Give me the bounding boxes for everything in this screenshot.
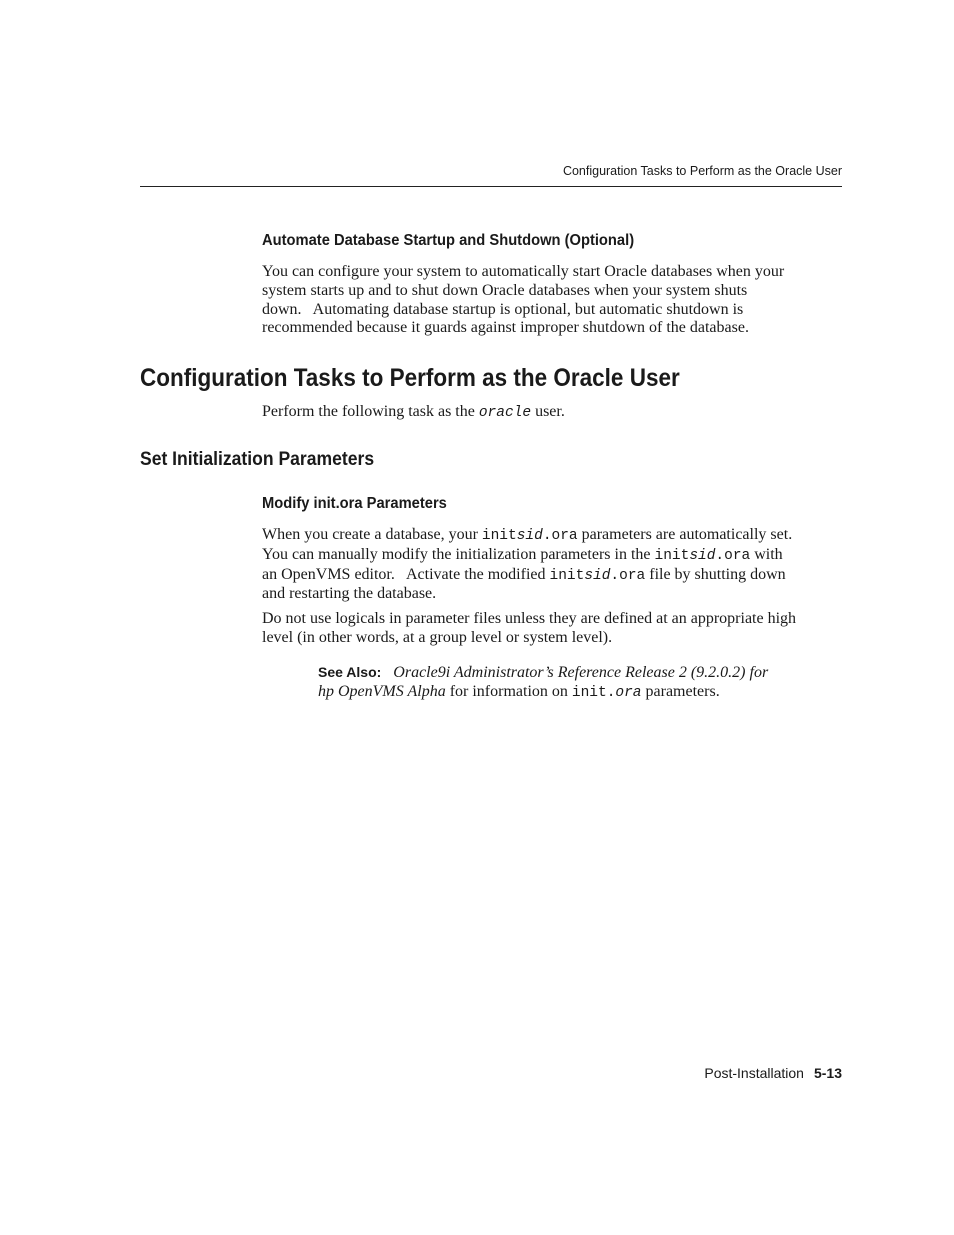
running-header: Configuration Tasks to Perform as the Oracle User [562,164,842,178]
see-also-line [318,663,842,682]
paragraph-line: You can configure your system to automatically start Oracle databases when your [262,263,785,280]
paragraph-automate [262,263,842,338]
header-rule [140,186,842,187]
paragraph-line: recommended because it guards against improper shutdown of the database. [262,319,749,337]
paragraph-line: and restarting the database. [262,585,437,603]
heading-modify-init-ora: Modify init.ora Parameters [262,495,447,512]
paragraph-modify-2 [262,610,842,648]
paragraph-modify-1 [262,526,842,604]
see-also-note [318,663,842,703]
paragraph-line: When you create a database, your initsid.ora parameters are automatically set. [262,526,793,544]
paragraph-config-intro [262,403,842,423]
see-also-title: Oracle9i Administrator’s Reference Release 2 (9.2.0.2) for [393,664,769,681]
see-also-label: See Also: [318,664,382,680]
footer-chapter: Post-Installation [704,1065,804,1081]
code-oracle: oracle [478,405,532,421]
see-also-line: hp OpenVMS Alpha for information on init.ora parameters. [318,683,720,701]
heading-set-init-params: Set Initialization Parameters [140,448,375,470]
footer-page-number: 5-13 [813,1065,842,1081]
paragraph-line: Perform the following task as the oracle user. [262,403,565,421]
page-footer [704,1065,842,1081]
paragraph-line: Do not use logicals in parameter files unless they are defined at an appropriate high [262,610,797,627]
paragraph-line: You can manually modify the initialization parameters in the initsid.ora with [262,545,783,564]
paragraph-line: down. Automating database startup is optional, but automatic shutdown is [262,300,744,318]
paragraph-line: system starts up and to shut down Oracle databases when your system shuts [262,281,748,299]
paragraph-line: an OpenVMS editor. Activate the modified initsid.ora file by shutting down [262,565,786,584]
heading-automate: Automate Database Startup and Shutdown (Optional) [262,232,635,249]
paragraph-line: level (in other words, at a group level or system level). [262,628,613,646]
heading-configuration-tasks: Configuration Tasks to Perform as the Oracle User [140,364,680,392]
